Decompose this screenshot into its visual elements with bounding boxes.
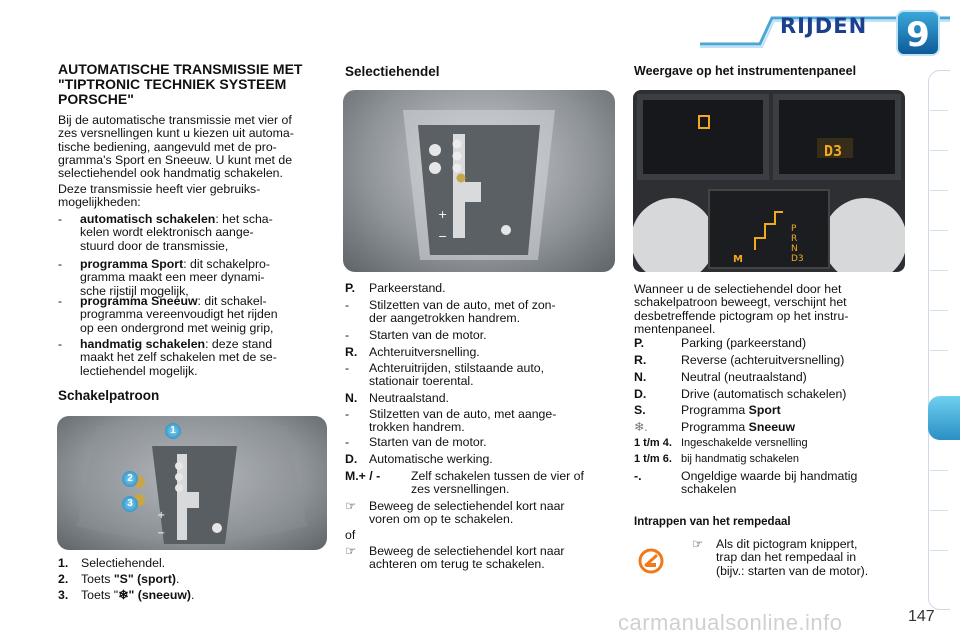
display-bold: Sneeuw [748, 420, 796, 434]
display-text: Parking (parkeerstand) [681, 336, 807, 350]
legend-text: Selectiehendel. [81, 556, 166, 570]
mode-item [58, 213, 328, 255]
display-text: Programma [681, 403, 749, 417]
modes-intro-line: mogelijkheden: [58, 195, 141, 210]
display-item [634, 388, 906, 402]
display-item [634, 437, 906, 451]
intro-line: Bij de automatische transmissie met vier of [58, 113, 292, 127]
tab-divider [930, 150, 948, 151]
item-key: P. [345, 281, 356, 295]
selector-item [345, 408, 617, 436]
item-dash: - [345, 361, 350, 375]
legend-number: 3. [58, 588, 69, 602]
selector-heading: Selectiehendel [345, 64, 440, 79]
hand-pointer-icon: ☞ [692, 537, 704, 551]
selector-item [345, 282, 617, 296]
item-text: of [345, 528, 356, 542]
legend-item [58, 589, 328, 603]
pattern-heading: Schakelpatroon [58, 388, 160, 403]
display-item [634, 470, 906, 498]
dash-mode: R [791, 234, 798, 244]
legend-bold: ❄" (sneeuw) [118, 588, 192, 602]
display-intro [634, 283, 906, 336]
tab-divider [930, 310, 948, 311]
mode-text: : dit schakel- [197, 294, 267, 308]
mode-name: handmatig schakelen [80, 337, 206, 351]
section-title: AUTOMATISCHE TRANSMISSIE MET "TIPTRONIC TECHNIEK SYSTEEM PORSCHE" [58, 61, 303, 107]
display-item [634, 404, 906, 418]
tab-divider [930, 190, 948, 191]
item-text: Parkeerstand. [369, 281, 446, 295]
tab-divider [930, 470, 948, 471]
item-text: achteren om terug te schakelen. [369, 557, 545, 572]
item-text: Beweeg de selectiehendel kort naar [369, 499, 565, 513]
item-key: N. [345, 391, 358, 405]
page-number: 147 [908, 608, 935, 625]
tab-divider [930, 270, 948, 271]
selector-item [345, 453, 617, 467]
gear-selector-photo-large [343, 90, 615, 272]
snowflake-icon: ❄. [634, 420, 648, 434]
mode-text: : het scha- [215, 212, 273, 226]
list-dash: - [58, 337, 63, 351]
item-text: Stilzetten van de auto, met of zon- [369, 298, 556, 312]
callout-1: 1 [165, 423, 181, 439]
intro-line: gramma's Sport en Sneeuw. U kunt met de [58, 152, 293, 167]
item-text: Starten van de motor. [369, 328, 487, 342]
tab-divider [930, 230, 948, 231]
item-text: Stilzetten van de auto, met aange- [369, 407, 557, 421]
modes-intro [58, 183, 328, 210]
chapter-tab-active[interactable] [928, 396, 960, 440]
gear-gate-illustration [57, 416, 327, 550]
legend-tail: . [191, 588, 195, 602]
brake-text: (bijv.: starten van de motor). [716, 563, 869, 578]
mode-text: sche rijstijl mogelijk, [80, 283, 189, 298]
mode-text: : deze stand [205, 337, 273, 351]
display-heading: Weergave op het instrumentenpaneel [634, 64, 857, 78]
item-key: D. [345, 452, 358, 466]
intro-paragraph [58, 114, 328, 180]
display-text: bij handmatig schakelen [681, 453, 800, 465]
mode-text: lectiehendel mogelijk. [80, 363, 198, 378]
display-text: Ongeldige waarde bij handmatig [681, 469, 858, 483]
item-text: Automatische werking. [369, 452, 493, 466]
intro-line: tische bediening, aangevuld met de pro- [58, 139, 277, 154]
item-dash: - [345, 435, 350, 449]
display-bold: Sport [748, 403, 781, 417]
display-key: S. [634, 403, 646, 417]
legend-item [58, 557, 328, 571]
selector-item [345, 529, 617, 543]
legend-item [58, 573, 328, 587]
tab-divider [930, 550, 948, 551]
watermark: carmanualsonline.info [618, 610, 843, 635]
item-text: Beweeg de selectiehendel kort naar [369, 544, 565, 558]
gear-gate-illustration [343, 90, 615, 272]
display-item [634, 337, 906, 351]
selector-item [345, 362, 617, 390]
tab-divider [930, 350, 948, 351]
display-item [634, 421, 906, 435]
display-text: Drive (automatisch schakelen) [681, 387, 847, 401]
dash-mode: P [791, 224, 797, 234]
hand-pointer-icon: ☞ [345, 544, 357, 558]
selector-item [345, 545, 617, 573]
item-dash: - [345, 298, 350, 312]
mode-name: automatisch schakelen [80, 212, 216, 226]
display-text: Neutral (neutraalstand) [681, 370, 807, 384]
item-text: trokken handrem. [369, 420, 465, 435]
chapter-number-badge: 9 [896, 10, 940, 56]
svg-text:−: − [157, 528, 166, 539]
display-key: -. [634, 469, 642, 483]
display-key: N. [634, 370, 647, 384]
item-dash: - [345, 328, 350, 342]
display-item [634, 371, 906, 385]
item-text: zes versnellingen. [411, 482, 510, 497]
dash-mode: D3 [791, 254, 804, 264]
item-dash: - [345, 407, 350, 421]
hand-pointer-icon: ☞ [345, 499, 357, 513]
display-key: 1 t/m 6. [634, 453, 672, 465]
mode-text: op een ondergrond met weinig grip, [80, 320, 274, 335]
legend-text: Toets [81, 572, 114, 586]
svg-text:+: + [438, 208, 448, 221]
selector-item [345, 436, 617, 450]
chapter-title: RIJDEN [780, 14, 868, 38]
intro-line: zes versnellingen kunt u kiezen uit automa- [58, 126, 294, 141]
legend-number: 1. [58, 556, 69, 570]
mode-name: programma Sport [80, 257, 184, 271]
display-key: 1 t/m 4. [634, 437, 672, 449]
intro-line: mentenpaneel. [634, 321, 716, 336]
chapter-tabs [928, 70, 950, 610]
item-text: Neutraalstand. [369, 391, 449, 405]
selector-item [345, 329, 617, 343]
display-text: Reverse (achteruitversnelling) [681, 353, 845, 367]
svg-text:+: + [157, 510, 166, 521]
legend-number: 2. [58, 572, 69, 586]
item-key: M.+ / - [345, 469, 381, 483]
list-dash: - [58, 294, 63, 308]
dash-mode-list [791, 224, 804, 264]
dash-gear-readout: D3 [824, 142, 843, 160]
svg-text:−: − [438, 230, 448, 243]
mode-name: programma Sneeuw [80, 294, 198, 308]
brake-text: Als dit pictogram knippert, [716, 537, 858, 551]
mode-text: : dit schakelpro- [183, 257, 270, 271]
display-item [634, 453, 906, 467]
mode-text: stuurd door de transmissie, [80, 238, 229, 253]
mode-item [58, 338, 328, 380]
intro-line: selectiehendel ook handmatig schakelen. [58, 166, 283, 181]
brake-heading: Intrappen van het rempedaal [634, 516, 791, 528]
item-text: der aangetrokken handrem. [369, 311, 521, 326]
tab-divider [930, 510, 948, 511]
item-key: R. [345, 345, 358, 359]
item-text: Achteruitversnelling. [369, 345, 480, 359]
gear-selector-photo [57, 416, 327, 550]
mode-text: kelen wordt elektronisch aange- [80, 225, 254, 240]
item-text: Starten van de motor. [369, 435, 487, 449]
display-text: Programma [681, 420, 749, 434]
tab-divider [930, 110, 948, 111]
item-text: Achteruitrijden, stilstaande auto, [369, 361, 544, 375]
instrument-panel-photo [633, 90, 905, 272]
brake-instruction [692, 538, 904, 580]
instrument-panel-illustration [633, 90, 905, 272]
brake-text: trap dan het rempedaal in [716, 550, 857, 565]
list-dash: - [58, 257, 63, 271]
display-key: D. [634, 387, 647, 401]
legend-bold: "S" (sport) [113, 572, 177, 586]
mode-text: gramma maakt een meer dynami- [80, 270, 265, 285]
display-key: R. [634, 353, 647, 367]
display-key: P. [634, 336, 645, 350]
dash-mode: N [791, 244, 798, 254]
selector-item [345, 500, 617, 528]
brake-pedal-icon [638, 548, 664, 574]
intro-line: desbetreffende pictogram op het instru- [634, 308, 849, 323]
item-text: stationair toerental. [369, 374, 474, 389]
modes-intro-line: Deze transmissie heeft vier gebruiks- [58, 182, 261, 196]
mode-text: maakt het zelf schakelen met de se- [80, 350, 277, 365]
display-text: Ingeschakelde versnelling [681, 437, 808, 449]
legend-tail: . [176, 572, 180, 586]
intro-line: Wanneer u de selectiehendel door het [634, 282, 842, 296]
mode-text: programma vereenvoudigt het rijden [80, 307, 278, 322]
display-text: schakelen [681, 482, 737, 497]
legend-text: Toets " [81, 588, 119, 602]
dash-manual-indicator: M [733, 254, 743, 265]
callout-2: 2 [122, 471, 138, 487]
list-dash: - [58, 212, 63, 226]
display-item [634, 354, 906, 368]
selector-item [345, 346, 617, 360]
callout-3: 3 [122, 496, 138, 512]
selector-item [345, 392, 617, 406]
intro-line: schakelpatroon beweegt, verschijnt het [634, 295, 847, 310]
item-text: Zelf schakelen tussen de vier of [411, 469, 584, 483]
selector-item [345, 299, 617, 327]
selector-item [345, 470, 617, 498]
item-text: voren om op te schakelen. [369, 512, 514, 527]
mode-item [58, 295, 328, 337]
